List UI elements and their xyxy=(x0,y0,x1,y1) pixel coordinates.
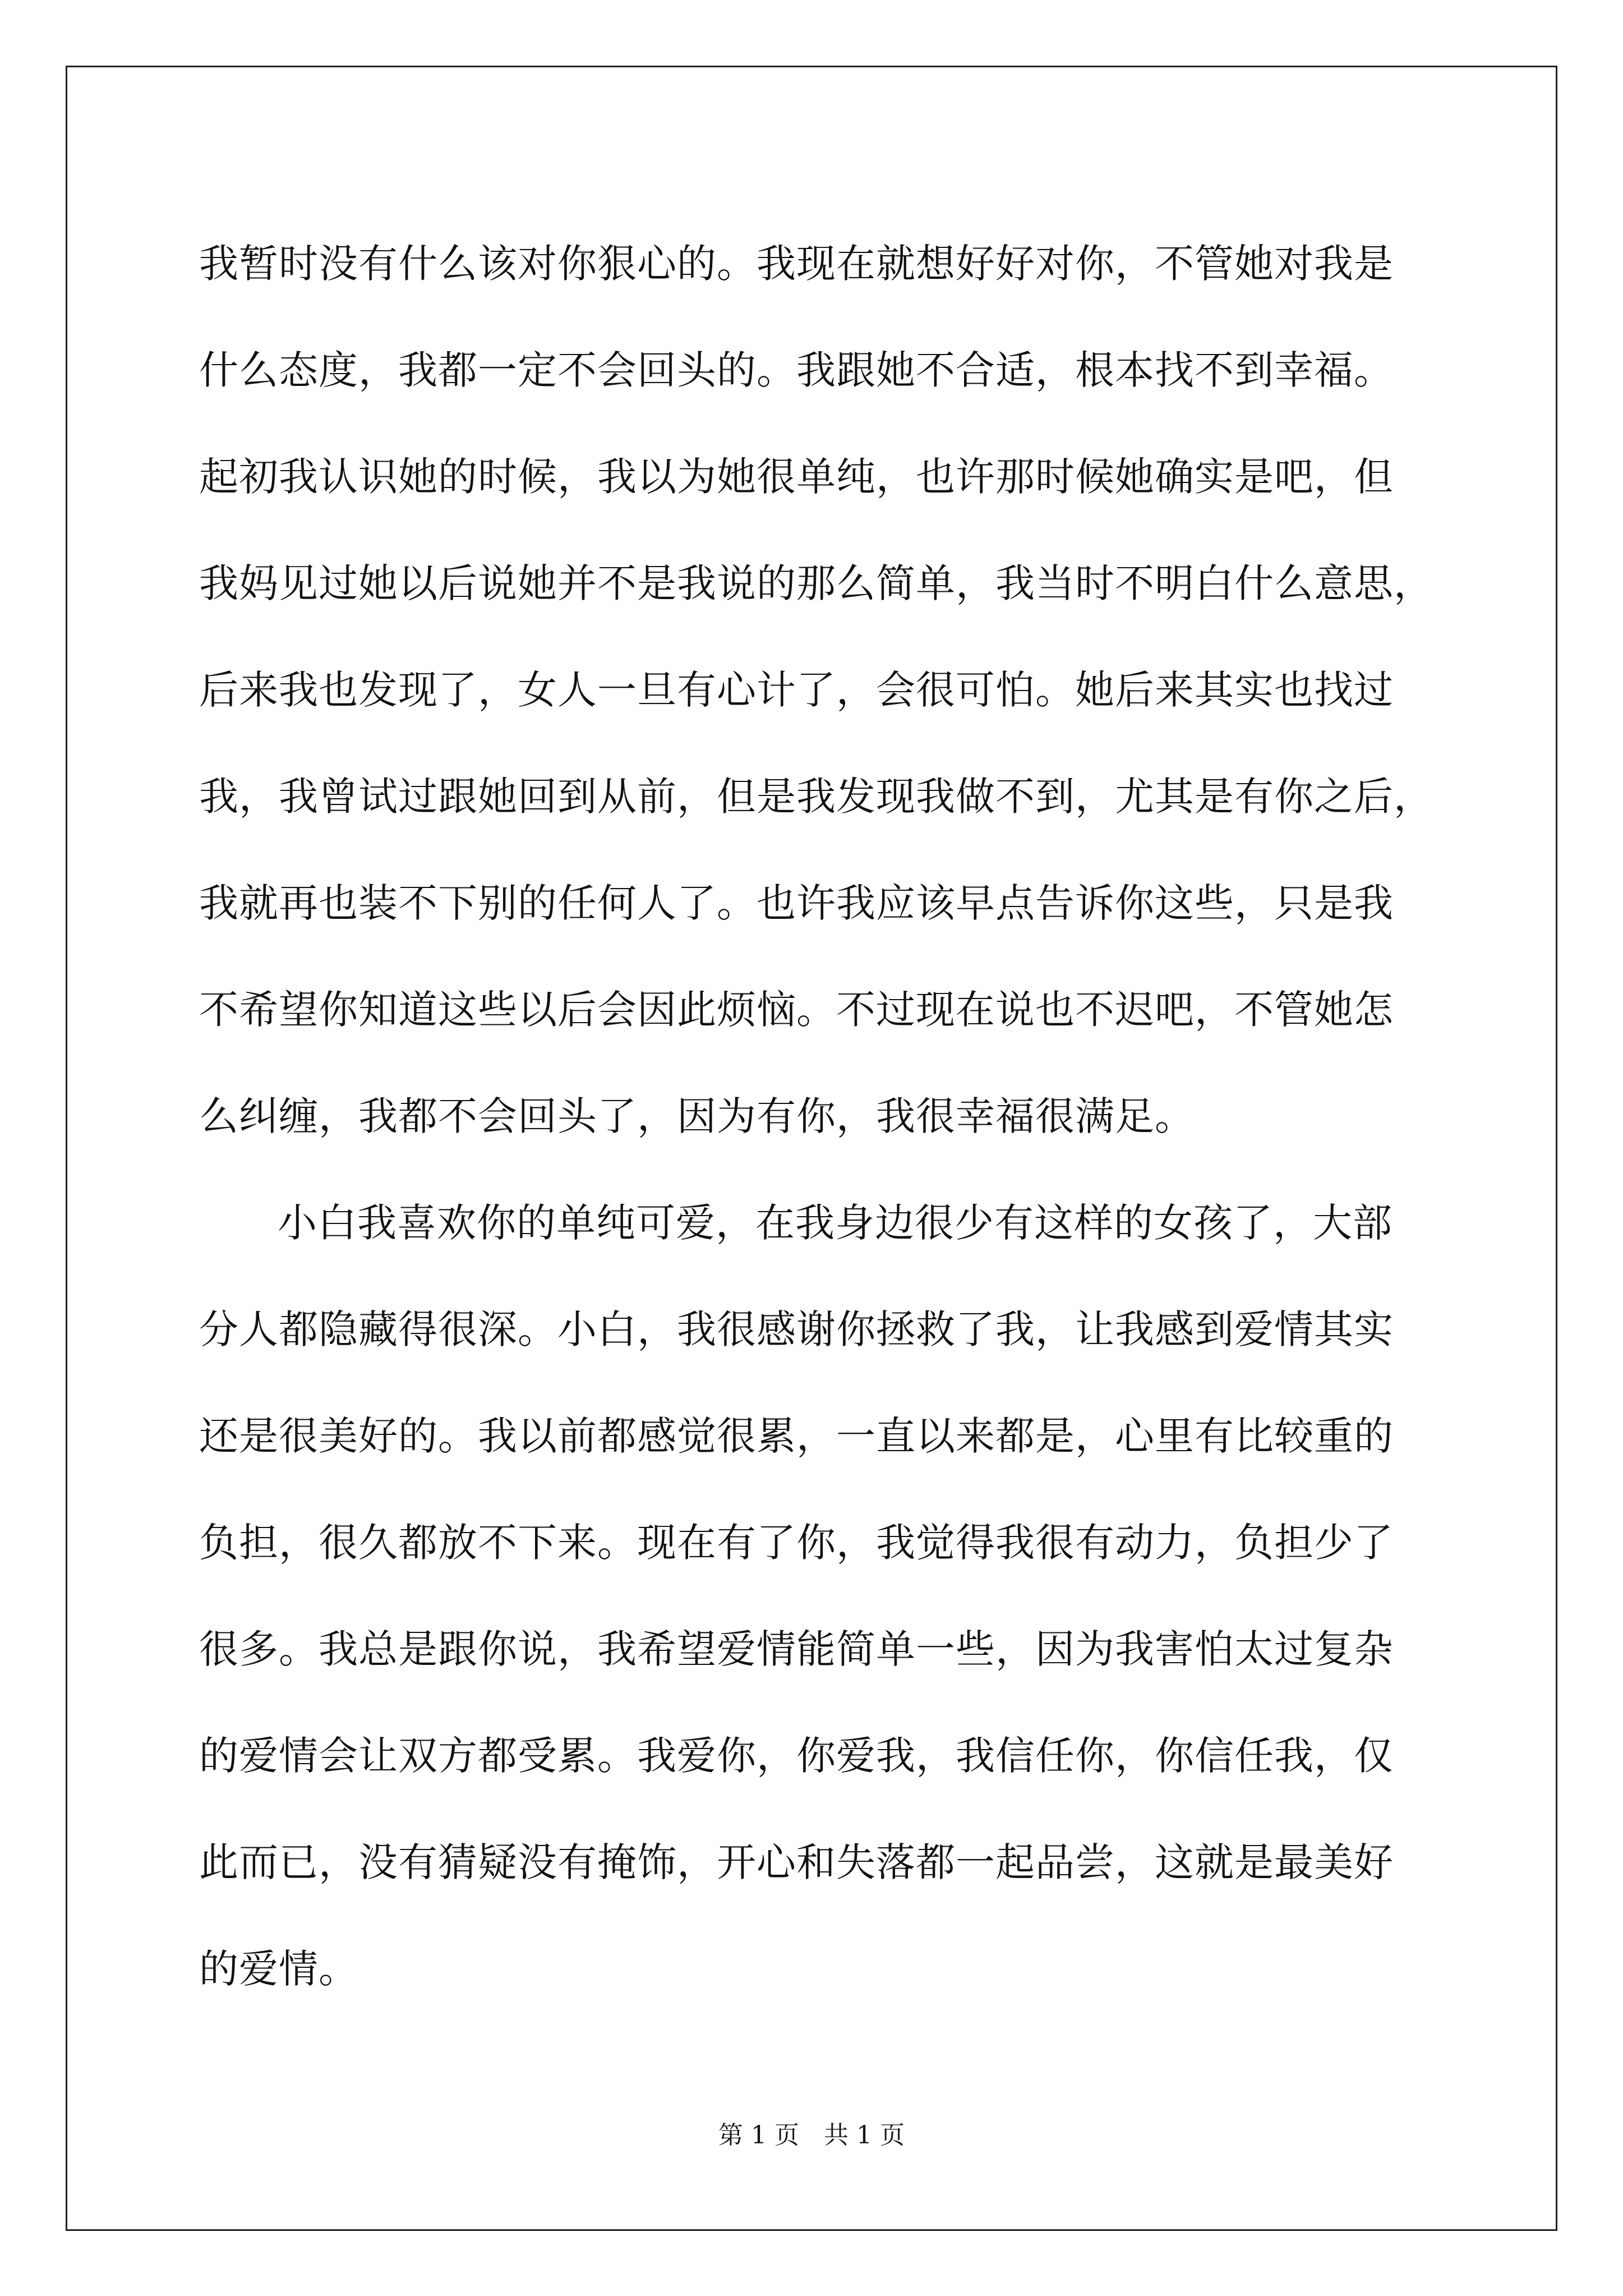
text-line: 的爱情会让双方都受累。我爱你，你爱我，我信任你，你信任我，仅 xyxy=(199,1733,1394,1779)
text-line: 我，我曾试过跟她回到从前，但是我发现我做不到，尤其是有你之后， xyxy=(199,774,1433,820)
text-line: 起初我认识她的时候，我以为她很单纯，也许那时候她确实是吧，但 xyxy=(199,454,1394,500)
text-line: 我就再也装不下别的任何人了。也许我应该早点告诉你这些，只是我 xyxy=(199,880,1394,926)
paragraph-2 xyxy=(199,1170,1422,2022)
page-footer: 第 1 页 共 1 页 xyxy=(718,2121,905,2150)
text-line: 我暂时没有什么该对你狠心的。我现在就想好好对你，不管她对我是 xyxy=(199,241,1394,287)
text-line: 么纠缠，我都不会回头了，因为有你，我很幸福很满足。 xyxy=(199,1093,1195,1139)
text-line: 的爱情。 xyxy=(199,1946,358,1992)
text-line: 后来我也发现了，女人一旦有心计了，会很可怕。她后来其实也找过 xyxy=(199,667,1394,713)
text-line: 此而已，没有猜疑没有掩饰，开心和失落都一起品尝，这就是最美好 xyxy=(199,1839,1394,1885)
text-line: 分人都隐藏得很深。小白，我很感谢你拯救了我，让我感到爱情其实 xyxy=(199,1306,1394,1352)
paragraph-1 xyxy=(199,210,1433,1170)
text-line: 我妈见过她以后说她并不是我说的那么简单，我当时不明白什么意思， xyxy=(199,560,1433,606)
text-line: 负担，很久都放不下来。现在有了你，我觉得我很有动力，负担少了 xyxy=(199,1520,1394,1566)
text-line: 什么态度，我都一定不会回头的。我跟她不合适，根本找不到幸福。 xyxy=(199,347,1394,393)
document-body xyxy=(199,210,1433,2022)
text-line: 不希望你知道这些以后会因此烦恼。不过现在说也不迟吧，不管她怎 xyxy=(199,987,1394,1033)
text-line: 还是很美好的。我以前都感觉很累，一直以来都是，心里有比较重的 xyxy=(199,1413,1394,1459)
text-line: 小白我喜欢你的单纯可爱，在我身边很少有这样的女孩了，大部 xyxy=(278,1200,1393,1246)
text-line: 很多。我总是跟你说，我希望爱情能简单一些，因为我害怕太过复杂 xyxy=(199,1626,1394,1672)
